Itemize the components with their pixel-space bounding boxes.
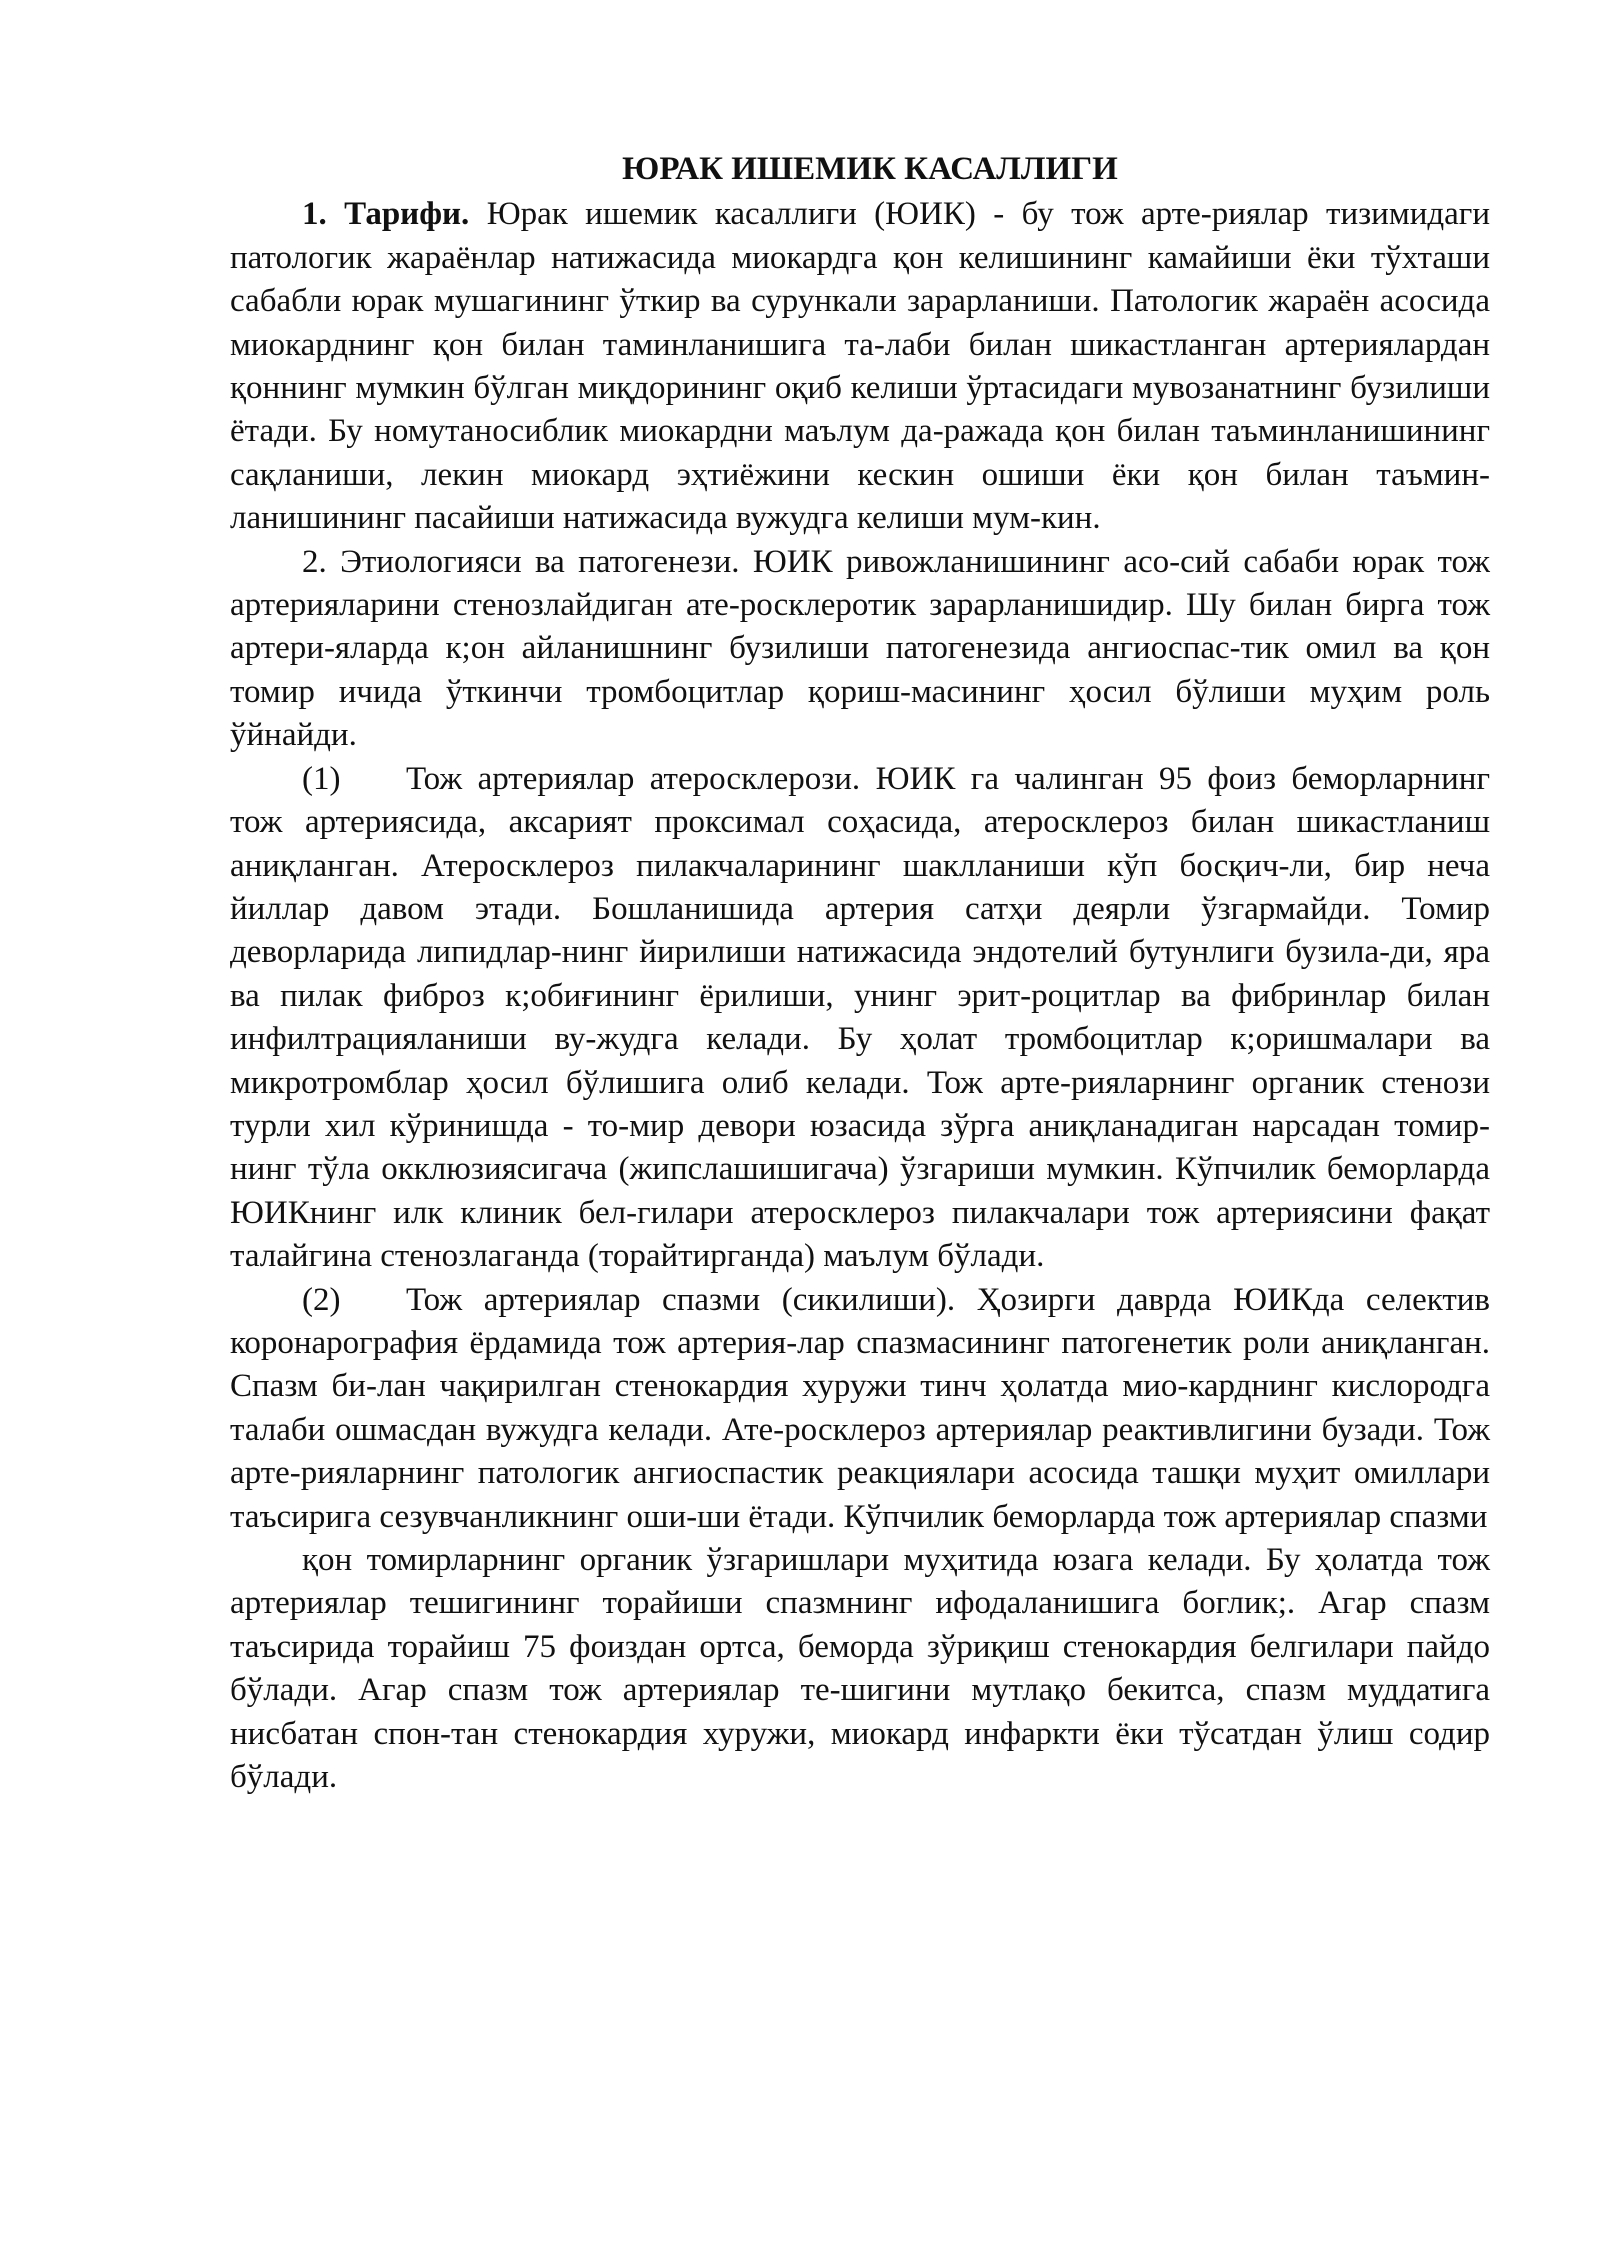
list-item-spasm [230, 1279, 1490, 1539]
document-title: ЮРАК ИШЕМИК КАСАЛЛИГИ [622, 151, 1118, 187]
list-item-marker: (1) [302, 760, 341, 797]
paragraph-definition [230, 193, 1490, 540]
list-item-atherosclerosis-text: Тож артериялар атеросклерози. ЮИК га чалинган 95 фоиз беморларнинг тож артериясида, аксарият проксимал соҳасида, атеросклероз билан шикастланиш аниқланган. Атеросклероз пилакчаларининг шаклланиши кўп босқич-ли, бир неча йиллар давом этади. Бошланишида артерия сатҳи деярли ўзгармайди. Томир деворларида липидлар-нинг йирилиши натижасида эндотелий бутунлиги бузила-ди, яра ва пилак фиброз к;обиғининг ёрилиши, унинг эрит-роцитлар ва фибринлар билан инфилтрацияланиши ву-жудга келади. Бу ҳолат тромбоцитлар к;оришмалари ва микротромблар ҳосил бўлишига олиб келади. Тож арте-рияларнинг органик стенози турли хил кўринишда - то-мир девори юзасида зўрга аниқланадиган нарсадан томир-нинг тўла окклюзиясигача (жипслашишигача) ўзгариши мумкин. Кўпчилик беморларда ЮИКнинг илк клиник бел-гилари атеросклероз пилакчалари тож артериясини фақат талайгина стенозлаганда (торайтирганда) маълум бўлади. [230, 760, 1490, 1275]
list-item-spasm-text: Тож артериялар спазми (сикилиши). Ҳозирги даврда ЮИКда селектив коронарография ёрдамида тож артерия-лар спазмасининг патогенетик роли аниқланган. Спазм би-лан чақирилган стенокардия хуружи тинч ҳолатда мио-карднинг кислородга талаби ошмасдан вужудга келади. Ате-росклероз артериялар реактивлигини бузади. Тож арте-рияларнинг патологик ангиоспастик реакциялари асосида ташқи муҳит омиллари таъсирига сезувчанликнинг оши-ши ётади. Кўпчилик беморларда тож артериялар спазми [230, 1281, 1490, 1535]
list-item-marker: (2) [302, 1281, 341, 1318]
paragraph-continuation-text: қон томирларнинг органик ўзгаришлари муҳитида юзага келади. Бу ҳолатда тож артериялар тешигининг торайиши спазмнинг ифодаланишига боглик;. Агар спазм таъсирида торайиш 75 фоиздан ортса, беморда зўриқиш стенокардия белгилари пайдо бўлади. Агар спазм тож артериялар те-шигини мутлақо бекитса, спазм муддатига нисбатан спон-тан стенокардия хуружи, миокард инфаркти ёки тўсатдан ўлиш содир бўлади. [230, 1542, 1490, 1796]
paragraph-etiology [230, 541, 1490, 758]
paragraph-continuation [230, 1539, 1490, 1799]
list-item-atherosclerosis [230, 758, 1490, 1279]
paragraph-definition-text: Юрак ишемик касаллиги (ЮИК) - бу тож арте-риялар тизимидаги патологик жараёнлар натижасида миокардга қон келишининг камайиши ёки тўхташи сабабли юрак мушагининг ўткир ва сурункали зарарланиши. Патологик жараён асосида миокарднинг қон билан таминланишига та-лаби билан шикастланган артериялардан қоннинг мумкин бўлган миқдорининг оқиб келиши ўртасидаги мувозанатнинг бузилиши ётади. Бу номутаносиблик миокардни маълум да-ражада қон билан таъминланишининг сақланиши, лекин миокард эҳтиёжини кескин ошиши ёки қон билан таъмин-ланишининг пасайиши натижасида вужудга келиши мум-кин. [230, 196, 1491, 537]
section-heading-definition: 1. Тарифи. [302, 196, 470, 233]
paragraph-etiology-text: 2. Этиологияси ва патогенези. ЮИК ривожланишининг асо-сий сабаби юрак тож артерияларини стенозлайдиган ате-росклеротик зарарланишидир. Шу билан бирга тож артери-яларда к;он айланишнинг бузилиши патогенезида ангиоспас-тик омил ва қон томир ичида ўткинчи тромбоцитлар қориш-масининг ҳосил бўлиши муҳим роль ўйнайди. [230, 543, 1490, 754]
document-page [230, 148, 1490, 1799]
